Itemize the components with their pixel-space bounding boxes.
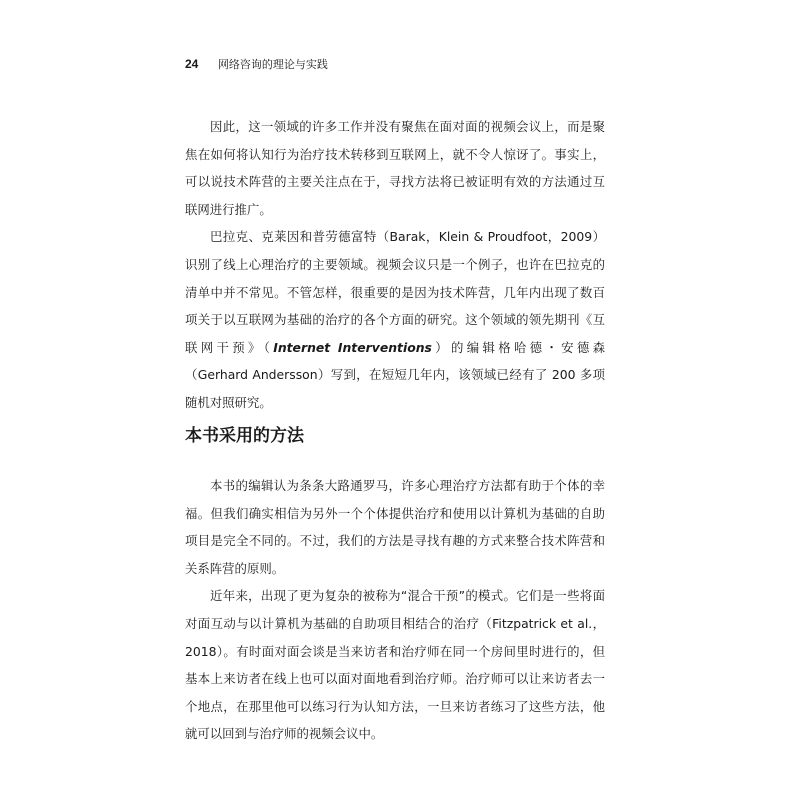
body-text-block-1 xyxy=(185,113,605,417)
paragraph: 因此，这一领域的许多工作并没有聚焦在面对面的视频会议上，而是聚焦在如何将认知行为治疗技术转移到互联网上，就不令人惊讶了。事实上，可以说技术阵营的主要关注点在于，寻找方法将已被证明有效的方法通过互联网进行推广。 xyxy=(185,119,605,217)
paragraph: 本书的编辑认为条条大路通罗马，许多心理治疗方法都有助于个体的幸福。但我们确实相信为另外一个个体提供治疗和使用以计算机为基础的自助项目是完全不同的。不过，我们的方法是寻找有趣的方式来整合技术阵营和关系阵营的原则。 xyxy=(185,478,605,576)
journal-name-italic: Internet Interventions xyxy=(273,339,432,355)
page-number: 24 xyxy=(185,57,199,71)
paragraph xyxy=(185,223,605,416)
paragraph: 近年来，出现了更为复杂的被称为“混合干预”的模式。它们是一些将面对面互动与以计算机为基础的自助项目相结合的治疗（Fitzpatrick et al.，2018）。有时面对面会谈是当来访者和治疗师在同一个房间里时进行的，但基本上来访者在线上也可以面对面地看到治疗师。治疗师可以让来访者去一个地点，在那里他可以练习行为认知方法，一旦来访者练习了这些方法，他就可以回到与治疗师的视频会议中。 xyxy=(185,588,605,742)
paragraph-text: 巴拉克、克莱因和普劳德富特（Barak，Klein & Proudfoot，2009）识别了线上心理治疗的主要领域。视频会议只是一个例子，也许在巴拉克的清单中并不常见。不管怎样，很重要的是因为技术阵营，几年内出现了数百项关于以互联网为基础的治疗的各个方面的研究。这个领域的领先期刊《互联网干预》（ xyxy=(185,229,605,355)
book-title: 网络咨询的理论与实践 xyxy=(217,58,328,71)
body-text-block-2 xyxy=(185,472,605,748)
section-heading: 本书采用的方法 xyxy=(185,426,304,446)
paragraph-text: ）的编辑格哈德・安德森（Gerhard Andersson）写到，在短短几年内，该领域已经有了 200 多项随机对照研究。 xyxy=(185,339,605,410)
running-head xyxy=(185,56,328,73)
